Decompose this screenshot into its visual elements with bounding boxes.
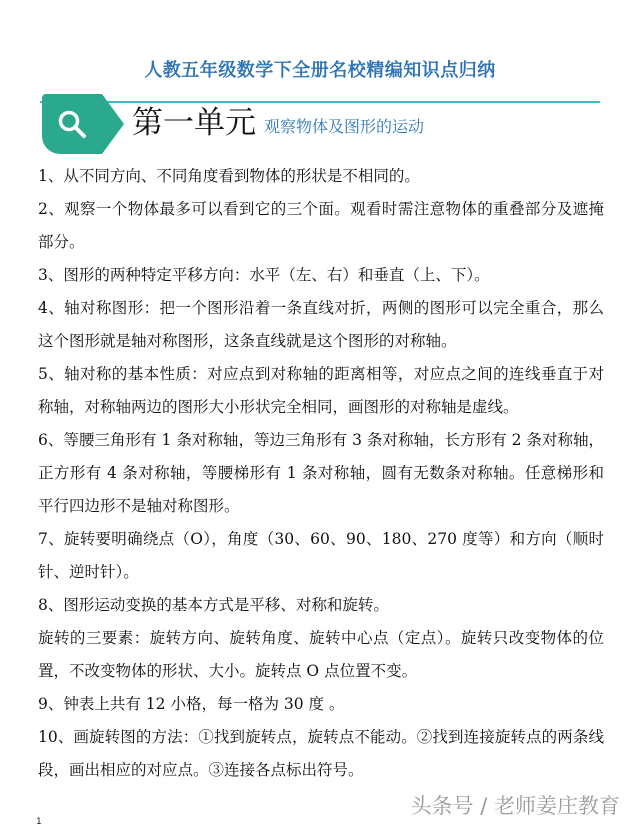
unit-label: 第一单元 xyxy=(132,105,256,141)
point-6: 6、等腰三角形有 1 条对称轴，等边三角形有 3 条对称轴，长方形有 2 条对称轴，正方形有 4 条对称轴，等腰梯形有 1 条对称轴，圆有无数条对称轴。任意梯形和平行四边形不是轴对称图形。 xyxy=(38,431,604,515)
point-3: 3、图形的两种特定平移方向：水平（左、右）和垂直（上、下）。 xyxy=(38,266,490,284)
document-title: 人教五年级数学下全册名校精编知识点归纳 xyxy=(144,60,496,81)
unit-badge xyxy=(42,94,102,154)
badge-arrow-tip xyxy=(102,94,124,154)
point-4: 4、轴对称图形：把一个图形沿着一条直线对折，两侧的图形可以完全重合，那么这个图形就是轴对称图形，这条直线就是这个图形的对称轴。 xyxy=(38,299,604,350)
point-1: 1、从不同方向、不同角度看到物体的形状是不相同的。 xyxy=(38,167,420,185)
header-divider-line xyxy=(40,101,600,103)
search-icon xyxy=(56,108,88,140)
point-8: 8、图形运动变换的基本方式是平移、对称和旋转。 xyxy=(38,596,389,614)
unit-subtitle: 观察物体及图形的运动 xyxy=(264,117,425,136)
knowledge-points xyxy=(38,160,604,787)
point-8-detail: 旋转的三要素：旋转方向、旋转角度、旋转中心点（定点）。旋转只改变物体的位置，不改变物体的形状、大小。旋转点 O 点位置不变。 xyxy=(38,629,604,680)
page-number: 1 xyxy=(36,817,42,827)
point-5: 5、轴对称的基本性质：对应点到对称轴的距离相等，对应点之间的连线垂直于对称轴，对称轴两边的图形大小形状完全相同，画图形的对称轴是虚线。 xyxy=(38,365,604,416)
watermark: 头条号 / 老师姜庄教育 xyxy=(410,794,620,818)
unit-header xyxy=(40,92,600,156)
point-2: 2、观察一个物体最多可以看到它的三个面。观看时需注意物体的重叠部分及遮掩部分。 xyxy=(38,200,604,251)
point-7: 7、旋转要明确绕点（O），角度（30、60、90、180、270 度等）和方向（顺时针、逆时针）。 xyxy=(38,530,604,581)
point-9: 9、钟表上共有 12 小格，每一格为 30 度 。 xyxy=(38,695,345,713)
point-10: 10、画旋转图的方法：①找到旋转点，旋转点不能动。②找到连接旋转点的两条线段，画出相应的对应点。③连接各点标出符号。 xyxy=(38,728,604,779)
